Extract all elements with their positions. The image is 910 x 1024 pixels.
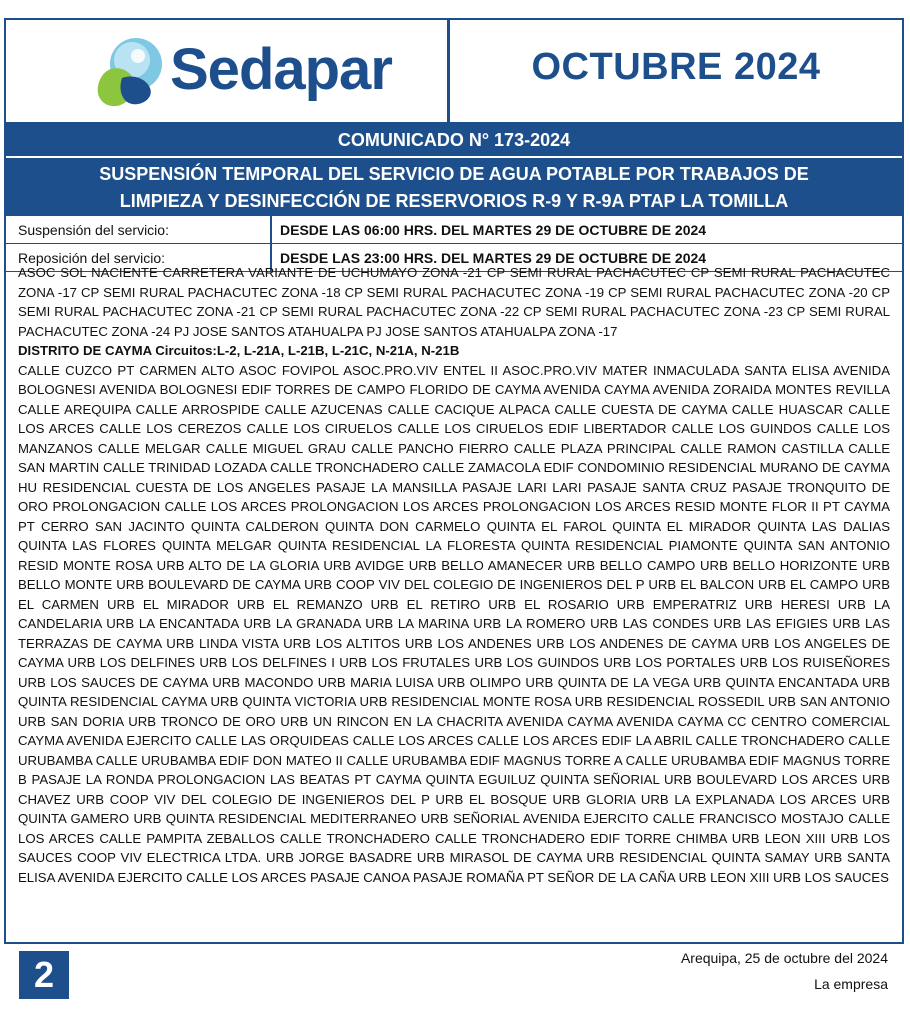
place-date: Arequipa, 25 de octubre del 2024 bbox=[680, 950, 888, 966]
header bbox=[6, 20, 902, 122]
reposicion-value: DESDE LAS 23:00 HRS. DEL MARTES 29 DE OCTUBRE DE 2024 bbox=[280, 250, 707, 266]
notice-title-line-1: SUSPENSIÓN TEMPORAL DEL SERVICIO DE AGUA POTABLE POR TRABAJOS DE bbox=[99, 164, 809, 184]
affected-areas bbox=[18, 263, 890, 887]
district-heading bbox=[18, 341, 890, 361]
row-divider bbox=[270, 216, 272, 243]
comunicado-number: COMUNICADO N° 173-2024 bbox=[6, 122, 902, 158]
district-circuits: Circuitos:L-2, L-21A, L-21B, L-21C, N-21A, N-21B bbox=[151, 343, 460, 358]
water-drop-logo-icon bbox=[92, 34, 168, 110]
notice-title bbox=[6, 158, 902, 216]
notice-title-line-2: LIMPIEZA Y DESINFECCIÓN DE RESERVORIOS R-9 Y R-9A PTAP LA TOMILLA bbox=[119, 191, 789, 211]
reposicion-label: Reposición del servicio: bbox=[18, 250, 166, 266]
areas-intro: ASOC SOL NACIENTE CARRETERA VARIANTE DE UCHUMAYO ZONA -21 CP SEMI RURAL PACHACUTEC CP SEMI RURAL PACHACUTEC ZONA -17 CP SEMI RURAL PACHACUTEC ZONA -18 CP SEMI RURAL PACHACUTEC ZONA -19 CP SEMI RURAL PACHACUTEC ZONA -20 CP SEMI RURAL PACHACUTEC ZONA -21 CP SEMI RURAL PACHACUTEC ZONA -22 CP SEMI RURAL PACHACUTEC ZONA -23 CP SEMI RURAL PACHACUTEC ZONA -24 PJ JOSE SANTOS ATAHUALPA PJ JOSE SANTOS ATAHUALPA ZONA -17 bbox=[18, 265, 890, 339]
page-number: 2 bbox=[19, 951, 69, 999]
month-cell bbox=[450, 20, 902, 122]
district-list: CALLE CUZCO PT CARMEN ALTO ASOC FOVIPOL ASOC.PRO.VIV ENTEL II ASOC.PRO.VIV MATER INMACULADA SANTA ELISA AVENIDA BOLOGNESI AVENIDA BOLOGNESI EDIF TORRES DE CAMPO FLORIDO DE CAYMA AVENIDA CAYMA AVENIDA ZORAIDA MONTES REVILLA CALLE AREQUIPA CALLE ARROSPIDE CALLE AZUCENAS CALLE CACIQUE ALPACA CALLE CUESTA DE CAYMA CALLE HUASCAR CALLE LOS ARCES CALLE LOS CEREZOS CALLE LOS CIRUELOS CALLE LOS CIRUELOS EDIF LIBERTADOR CALLE LOS GUINDOS CALLE LOS MANZANOS CALLE MELGAR CALLE MIGUEL GRAU CALLE PANCHO FIERRO CALLE PLAZA PRINCIPAL CALLE RAMON CASTILLA CALLE SAN MARTIN CALLE TRINIDAD LOZADA CALLE TRONCHADERO CALLE ZAMACOLA EDIF CONDOMINIO RESIDENCIAL MURANO DE CAYMA HU RESIDENCIAL CUESTA DE LOS ANGELES PASAJE LA MANSILLA PASAJE LARI LARI PASAJE SANTA CRUZ PASAJE TRONQUITO DE ORO PROLONGACION CALLE LOS ARCES PROLONGACION LOS ARCES PROLONGACION LOS ARCES RESID MONTE FLOR II PT CAYMA PT CERRO SAN JACINTO QUINTA CALDERON QUINTA DON CARMELO QUINTA EL FAROL QUINTA EL MIRADOR QUINTA LAS DALIAS QUINTA LAS FLORES QUINTA MELGAR QUINTA RESIDENCIAL LA FLORESTA QUINTA RESIDENCIAL PIAMONTE QUINTA SAN ANTONIO RESID MONTE ROSA URB ALTO DE LA GLORIA URB AVIDGE URB BELLO AMANECER URB BELLO CAMPO URB BELLO HORIZONTE URB BELLO MONTE URB BOULEVARD DE CAYMA URB COOP VIV DEL COLEGIO DE INGENIEROS DEL P URB EL BALCON URB EL CAMPO URB EL CARMEN URB EL MIRADOR URB EL REMANZO URB EL RETIRO URB EL ROSARIO URB EMPERATRIZ URB HERESI URB LA CANDELARIA URB LA ENCANTADA URB LA GRANADA URB LA MARINA URB LA ROMERO URB LAS CONDES URB LAS EFIGIES URB LAS TERRAZAS DE CAYMA URB LINDA VISTA URB LOS ALTITOS URB LOS ANDENES URB LOS ANDENES DE CAYMA URB LOS ANGELES DE CAYMA URB LOS DELFINES URB LOS DELFINES I URB LOS FRUTALES URB LOS GUINDOS URB LOS PORTALES URB LOS RUISEÑORES URB LOS SAUCES DE CAYMA URB MACONDO URB MARIA LUISA URB OLIMPO URB QUINTA DE LA VEGA URB QUINTA ENCANTADA URB QUINTA RESIDENCIAL CAYMA URB QUINTA VICTORIA URB RESIDENCIAL MONTE ROSA URB RESIDENCIAL ROSSEDIL URB SAN ANTONIO URB SAN DORIA URB TRONCO DE ORO URB UN RINCON EN LA CHACRITA AVENIDA CAYMA AVENIDA CAYMA CC CENTRO COMERCIAL CAYMA AVENIDA EJERCITO CALLE LAS ORQUIDEAS CALLE LOS ARCES CALLE LOS ARCES EDIF LA ABRIL CALLE TRONCHADERO CALLE URUBAMBA CALLE URUBAMBA EDIF DON MATEO II CALLE URUBAMBA EDIF MAGNUS TORRE A CALLE URUBAMBA EDIF MAGNUS TORRE B PASAJE LA RONDA PROLONGACION LAS BEATAS PT CAYMA QUINTA EGUILUZ QUINTA SEÑORIAL URB BOULEVARD LOS ARCES URB CHAVEZ URB COOP VIV DEL COLEGIO DE INGENIEROS DEL P URB EL BOSQUE URB GLORIA URB LA EXPLANADA LOS ARCES URB QUINTA GAMERO URB QUINTA RESIDENCIAL MEDITERRANEO URB SEÑORIAL AVENIDA EJERCITO CALLE FRANCISCO MOSTAJO CALLE LOS ARCES CALLE PAMPITA ZEBALLOS CALLE TRONCHADERO CALLE TRONCHADERO EDIF TORRE CHIMBA URB LEON XIII URB LOS SAUCES COOP VIV ELECTRICA LTDA. URB JORGE BASADRE URB MIRASOL DE CAYMA URB RESIDENCIAL QUINTA SAMAY URB SANTA ELISA AVENIDA EJERCITO CALLE LOS ARCES PASAJE CANOA PASAJE ROMAÑA PT SEÑOR DE LA CAÑA URB LEON XIII URB LOS SAUCES bbox=[18, 362, 890, 885]
brand-name: Sedapar bbox=[170, 37, 392, 102]
month-title: OCTUBRE 2024 bbox=[531, 46, 821, 88]
suspension-label: Suspensión del servicio: bbox=[18, 222, 169, 238]
document-frame bbox=[4, 18, 904, 944]
signature: La empresa bbox=[814, 976, 888, 992]
logo-cell bbox=[6, 20, 450, 122]
suspension-row bbox=[6, 216, 902, 244]
suspension-value: DESDE LAS 06:00 HRS. DEL MARTES 29 DE OCTUBRE DE 2024 bbox=[280, 222, 707, 238]
district-label: DISTRITO DE CAYMA bbox=[18, 343, 152, 358]
